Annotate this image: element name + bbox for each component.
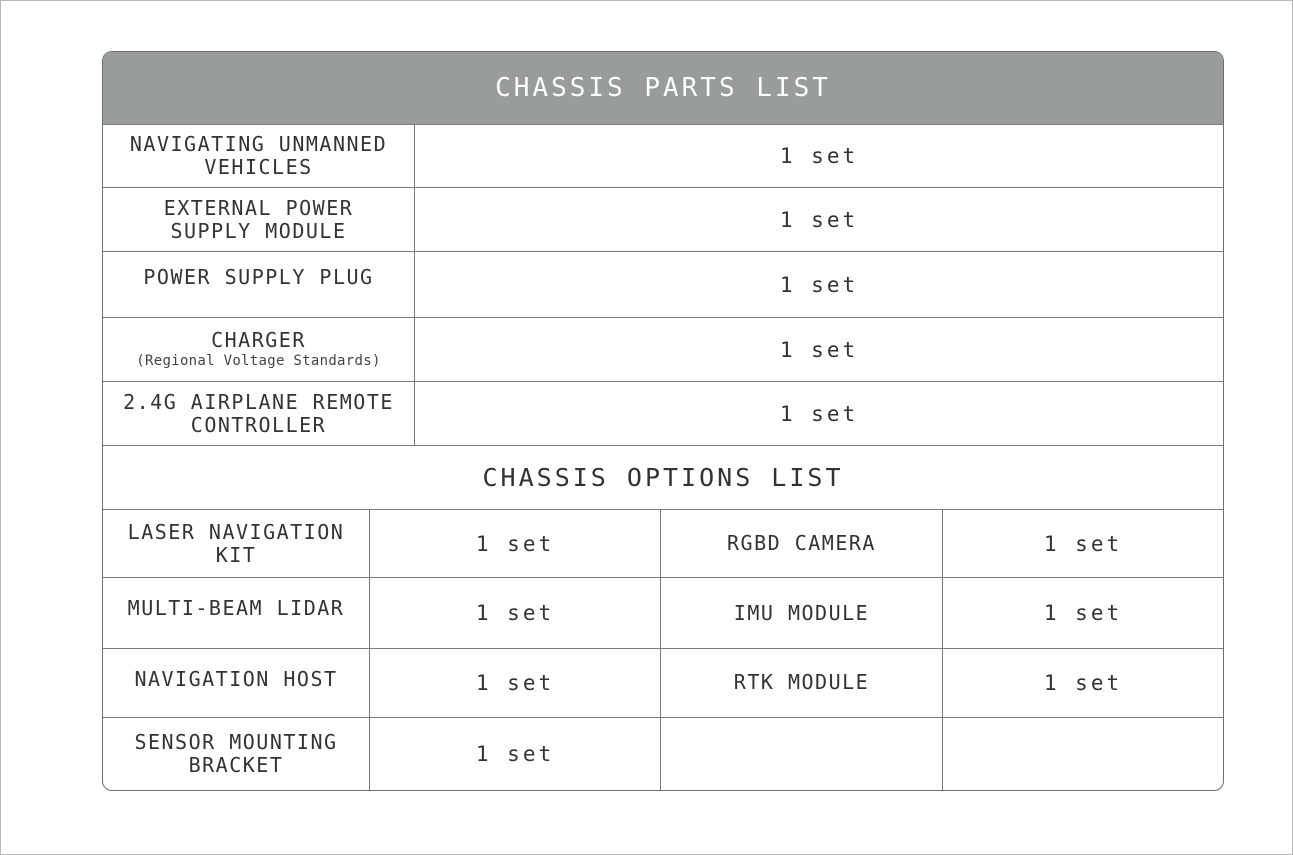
option-qty-cell — [369, 649, 660, 717]
part-name-cell — [103, 188, 414, 251]
part-name-cell — [103, 252, 414, 317]
parts-list-title: CHASSIS PARTS LIST — [103, 52, 1223, 125]
options-heading-row — [103, 445, 1223, 509]
option-name: SENSOR MOUNTING BRACKET — [134, 730, 338, 777]
table-row — [103, 187, 1223, 251]
option-name-cell — [103, 510, 369, 577]
table-row — [103, 381, 1223, 445]
option-name-cell — [660, 718, 942, 790]
option-name: NAVIGATION HOST — [134, 667, 338, 691]
part-note: (Regional Voltage Standards) — [136, 353, 381, 369]
part-name-cell — [103, 125, 414, 187]
part-name: POWER SUPPLY PLUG — [143, 265, 374, 289]
option-qty: 1 set — [1043, 531, 1123, 556]
part-qty: 1 set — [779, 337, 859, 362]
options-heading-cell — [103, 446, 1223, 509]
part-qty: 1 set — [779, 272, 859, 297]
option-qty: 1 set — [1043, 671, 1123, 695]
option-qty-cell — [942, 718, 1223, 790]
part-qty-cell — [414, 125, 1223, 187]
option-name-cell — [660, 649, 942, 717]
table-row — [103, 317, 1223, 381]
part-name: EXTERNAL POWER SUPPLY MODULE — [163, 195, 354, 243]
options-list-title: CHASSIS OPTIONS LIST — [482, 463, 844, 492]
part-name: CHARGER — [211, 328, 306, 352]
part-qty: 1 set — [779, 401, 859, 426]
option-name: LASER NAVIGATION KIT — [127, 519, 345, 567]
option-qty-cell — [369, 510, 660, 577]
table-row — [103, 577, 1223, 648]
part-name: 2.4G AIRPLANE REMOTE CONTROLLER — [123, 389, 394, 437]
part-qty-cell — [414, 188, 1223, 251]
part-qty: 1 set — [779, 144, 859, 168]
option-qty: 1 set — [475, 671, 555, 695]
table-row — [103, 509, 1223, 577]
option-name-cell — [660, 510, 942, 577]
option-name-cell — [660, 578, 942, 648]
part-qty-cell — [414, 318, 1223, 381]
part-qty: 1 set — [779, 207, 859, 232]
option-name: IMU MODULE — [733, 600, 870, 625]
option-qty-cell — [942, 578, 1223, 648]
part-qty-cell — [414, 382, 1223, 445]
option-name: MULTI-BEAM LIDAR — [127, 596, 345, 620]
part-name: NAVIGATING UNMANNED VEHICLES — [129, 132, 388, 179]
parts-list-table — [102, 51, 1224, 791]
option-qty-cell — [369, 578, 660, 648]
option-qty-cell — [942, 649, 1223, 717]
option-qty: 1 set — [475, 601, 555, 625]
option-qty-cell — [942, 510, 1223, 577]
option-qty-cell — [369, 718, 660, 790]
table-row — [103, 717, 1223, 790]
part-name-cell — [103, 382, 414, 445]
option-name: RTK MODULE — [733, 670, 870, 694]
table-row — [103, 251, 1223, 317]
option-qty: 1 set — [475, 531, 555, 556]
option-qty: 1 set — [475, 742, 555, 766]
option-qty: 1 set — [1043, 601, 1123, 625]
option-name: RGBD CAMERA — [727, 531, 876, 555]
table-row — [103, 648, 1223, 717]
option-name-cell — [103, 649, 369, 717]
option-name-cell — [103, 718, 369, 790]
part-name-cell — [103, 318, 414, 381]
option-name-cell — [103, 578, 369, 648]
part-qty-cell — [414, 252, 1223, 317]
table-row — [103, 124, 1223, 187]
